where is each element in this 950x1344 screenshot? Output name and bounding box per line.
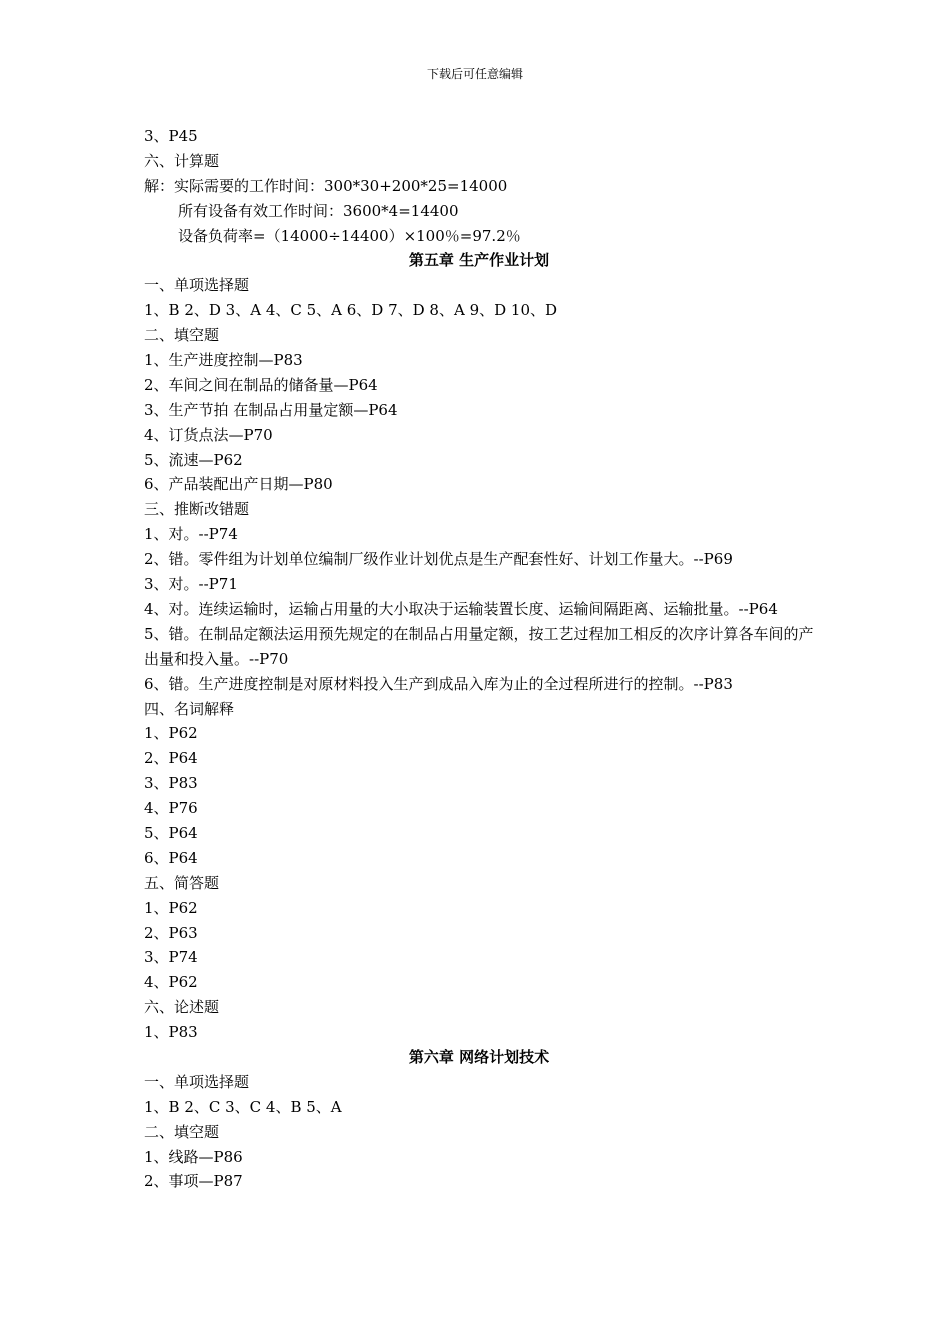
document-body bbox=[144, 124, 814, 1194]
text-line: 3、生产节拍 在制品占用量定额—P64 bbox=[144, 400, 398, 419]
chapter-title: 第五章 生产作业计划 bbox=[408, 251, 550, 270]
text-paragraph: 4、对。连续运输时，运输占用量的大小取决于运输装置长度、运输间隔距离、运输批量。--P64 bbox=[144, 599, 778, 618]
text-line: 4、P62 bbox=[144, 973, 198, 992]
text-line: 5、流速—P62 bbox=[144, 450, 243, 469]
chapter-title: 第六章 网络计划技术 bbox=[408, 1048, 550, 1066]
text-line: 1、P83 bbox=[144, 1023, 198, 1042]
section-heading: 五、简答题 bbox=[144, 873, 220, 892]
text-line: 4、P76 bbox=[144, 799, 198, 818]
text-line: 1、线路—P86 bbox=[144, 1147, 243, 1166]
text-line: 1、生产进度控制—P83 bbox=[144, 351, 303, 370]
section-heading: 六、计算题 bbox=[144, 151, 220, 170]
text-line: 解：实际需要的工作时间：300*30+200*25=14000 bbox=[144, 176, 508, 195]
text-line: 2、P63 bbox=[144, 923, 198, 942]
text-line: 5、P64 bbox=[144, 823, 198, 842]
text-line: 3、对。--P71 bbox=[144, 575, 238, 594]
text-paragraph: 5、错。在制品定额法运用预先规定的在制品占用量定额，按工艺过程加工相反的次序计算各车间的产出量和投入量。--P70 bbox=[144, 624, 814, 668]
page-header: 下载后可任意编辑 bbox=[426, 67, 523, 81]
text-line: 1、B 2、C 3、C 4、B 5、A bbox=[144, 1097, 342, 1116]
text-line: 2、车间之间在制品的储备量—P64 bbox=[144, 375, 378, 394]
section-heading: 二、填空题 bbox=[144, 1122, 220, 1141]
section-heading: 二、填空题 bbox=[144, 326, 220, 345]
text-line: 4、订货点法—P70 bbox=[144, 425, 273, 444]
text-line: 1、B 2、D 3、A 4、C 5、A 6、D 7、D 8、A 9、D 10、D bbox=[144, 301, 558, 320]
text-line: 3、P83 bbox=[144, 774, 198, 793]
text-line: 设备负荷率=（14000÷14400）×100％=97.2％ bbox=[178, 226, 521, 245]
section-heading: 三、推断改错题 bbox=[144, 500, 250, 519]
text-line: 6、错。生产进度控制是对原材料投入生产到成品入库为止的全过程所进行的控制。--P83 bbox=[144, 674, 733, 693]
section-heading: 一、单项选择题 bbox=[144, 1072, 250, 1091]
text-line: 3、P74 bbox=[144, 948, 198, 967]
text-line: 1、P62 bbox=[144, 724, 198, 743]
section-heading: 六、论述题 bbox=[144, 998, 220, 1017]
text-line: 2、错。零件组为计划单位编制厂级作业计划优点是生产配套性好、计划工作量大。--P69 bbox=[144, 550, 733, 569]
section-heading: 四、名词解释 bbox=[144, 699, 235, 718]
text-line: 1、P62 bbox=[144, 898, 198, 917]
text-line: 3、P45 bbox=[144, 127, 198, 145]
section-heading: 一、单项选择题 bbox=[144, 276, 250, 295]
text-line: 1、对。--P74 bbox=[144, 525, 238, 544]
text-line: 2、事项—P87 bbox=[144, 1172, 243, 1191]
text-line: 6、P64 bbox=[144, 848, 198, 867]
text-line: 6、产品装配出产日期—P80 bbox=[144, 475, 333, 494]
text-line: 所有设备有效工作时间：3600*4=14400 bbox=[178, 201, 459, 220]
text-line: 2、P64 bbox=[144, 749, 198, 768]
